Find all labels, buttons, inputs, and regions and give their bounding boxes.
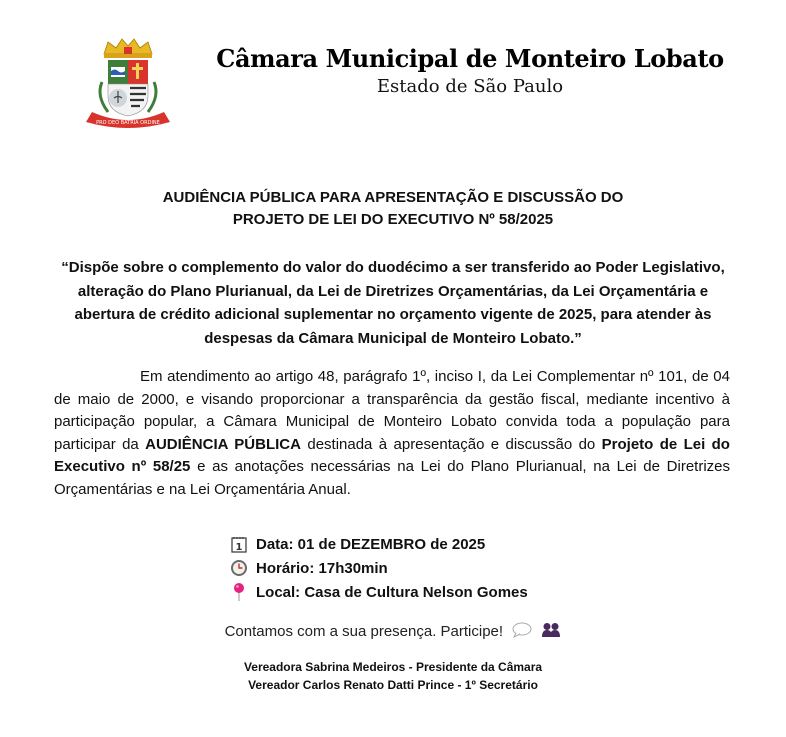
body-text-2: destinada à apresentação e discussão do [300, 435, 602, 453]
document-heading [80, 187, 706, 231]
event-time [230, 556, 528, 580]
event-place-text: Local: Casa de Cultura Nelson Gomes [256, 583, 528, 601]
calendar-icon [230, 535, 248, 553]
closing-text: Contamos com a sua presença. Participe! [224, 622, 504, 640]
people-icon [541, 622, 561, 642]
closing-line [0, 622, 786, 642]
body-paragraph [54, 366, 730, 501]
event-time-text: Horário: 17h30min [256, 559, 388, 577]
clock-icon [230, 559, 248, 577]
event-date [230, 532, 528, 556]
signatures [0, 658, 786, 694]
body-text-3: e as anotações necessárias na Lei do Plano Plurianual, na Lei de Diretrizes Orçamentárias e na Lei Orçamentária Anual. [54, 458, 731, 498]
bill-summary-quote: “Dispõe sobre o complemento do valor do duodécimo a ser transferido ao Poder Legislativo, alteração do Plano Plurianual, da Lei de Diretrizes Orçamentárias, da Lei Orçamentária e abertura de crédito adicional suplementar no orçamento vigente de 2025, para atender às despesas da Câmara Municipal de Monteiro Lobato.” [61, 259, 725, 347]
body-bold-audiencia: AUDIÊNCIA PÚBLICA [145, 435, 301, 453]
heading-line-1: AUDIÊNCIA PÚBLICA PARA APRESENTAÇÃO E DISCUSSÃO DO [162, 189, 624, 206]
page-title: Câmara Municipal de Monteiro Lobato [216, 44, 724, 73]
event-place [230, 580, 528, 604]
signature-secretary: Vereador Carlos Renato Datti Prince - 1º Secretário [248, 678, 538, 692]
svg-text:1: 1 [235, 541, 243, 553]
page-subtitle: Estado de São Paulo [376, 76, 564, 97]
signature-president: Vereadora Sabrina Medeiros - Presidente da Câmara [243, 660, 543, 674]
speech-bubble-icon [511, 622, 533, 642]
event-info [230, 532, 528, 604]
crest-motto: PRO DEO BATRIA ORDINE [96, 120, 160, 126]
body-bold-projeto: Projeto de Lei do Executivo nº 58/25 [54, 435, 730, 475]
municipal-crest-icon [78, 34, 178, 134]
heading-line-2: PROJETO DE LEI DO EXECUTIVO Nº 58/2025 [232, 211, 554, 228]
event-date-text: Data: 01 de DEZEMBRO de 2025 [256, 535, 486, 553]
pin-icon [230, 583, 248, 601]
body-text-1: Em atendimento ao artigo 48, parágrafo 1º, inciso I, da Lei Complementar nº 101, de 04 de maio de 2000, e visando proporcionar a transparência da gestão fiscal, mediante incentivo à participação popular, a Câmara Municipal de Monteiro Lobato convida toda a população para participar da [54, 368, 730, 453]
